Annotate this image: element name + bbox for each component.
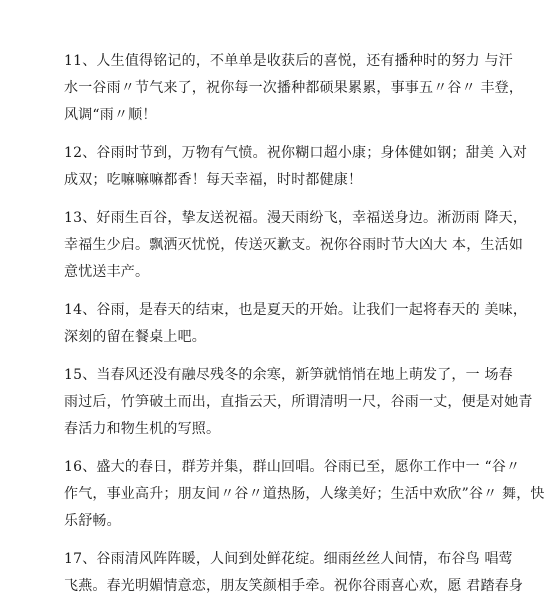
paragraph-11	[64, 48, 524, 129]
paragraph-16	[64, 454, 545, 535]
text-line: 作气，事业高升；朋友间〃谷〃道热肠，人缘美好；生活中欢欣”谷〃 舞，快	[64, 486, 545, 502]
paragraph-17	[64, 546, 524, 600]
text-line: 17、谷雨清风阵阵暖，人间到处鲜花绽。细雨丝丝人间情，布谷鸟 唱莺	[64, 551, 513, 567]
paragraph-14	[64, 297, 528, 351]
paragraph-13	[64, 205, 528, 286]
text-line: 16、盛大的春日，群芳并集，群山回唱。谷雨已至，愿你工作中一 “谷〃	[64, 459, 521, 475]
paragraph-12	[64, 140, 528, 194]
text-line: 水一谷雨〃节气来了，祝你每一次播种都硕果累累，事事五〃谷〃 丰登，	[64, 80, 524, 96]
text-line: 11、人生值得铭记的，不单单是收获后的喜悦，还有播种时的努力 与汗	[64, 53, 513, 69]
text-line: 成双；吃嘛嘛嘛都香！每天幸福，时时都健康！	[64, 172, 363, 188]
text-line: 乐舒畅。	[64, 513, 121, 529]
text-line: 深刻的留在餐桌上吧。	[64, 329, 206, 345]
paragraph-15	[64, 362, 533, 443]
text-line: 15、当春风还没有融尽残冬的余寒，新笋就悄悄在地上萌发了，一 场春	[64, 367, 513, 383]
text-line: 意忧送丰产。	[64, 264, 150, 280]
text-line: 雨过后，竹笋破土而出，直指云天，所谓清明一尺，谷雨一丈，便是对她青	[64, 394, 533, 410]
text-line: 风调“雨〃顺！	[64, 107, 157, 123]
text-line: 飞燕。春光明媚情意恋，朋友笑颜相手牵。祝你谷雨喜心欢，愿 君踏春身	[64, 578, 524, 594]
text-line: 13、好雨生百谷，挚友送祝福。漫天雨纷飞，幸福送身边。淅沥雨 降天，	[64, 210, 528, 226]
text-line: 幸福生少启。飘洒灭忧悦，传送灭歉支。祝你谷雨时节大凶大 本，生活如	[64, 237, 524, 253]
text-line: 12、谷雨时节到，万物有气愤。祝你糊口超小康；身体健如钢；甜美 入对	[64, 145, 528, 161]
text-line: 14、谷雨，是春天的结束，也是夏天的开始。让我们一起将春天的 美味，	[64, 302, 528, 318]
text-line: 春活力和物生机的写照。	[64, 421, 221, 437]
